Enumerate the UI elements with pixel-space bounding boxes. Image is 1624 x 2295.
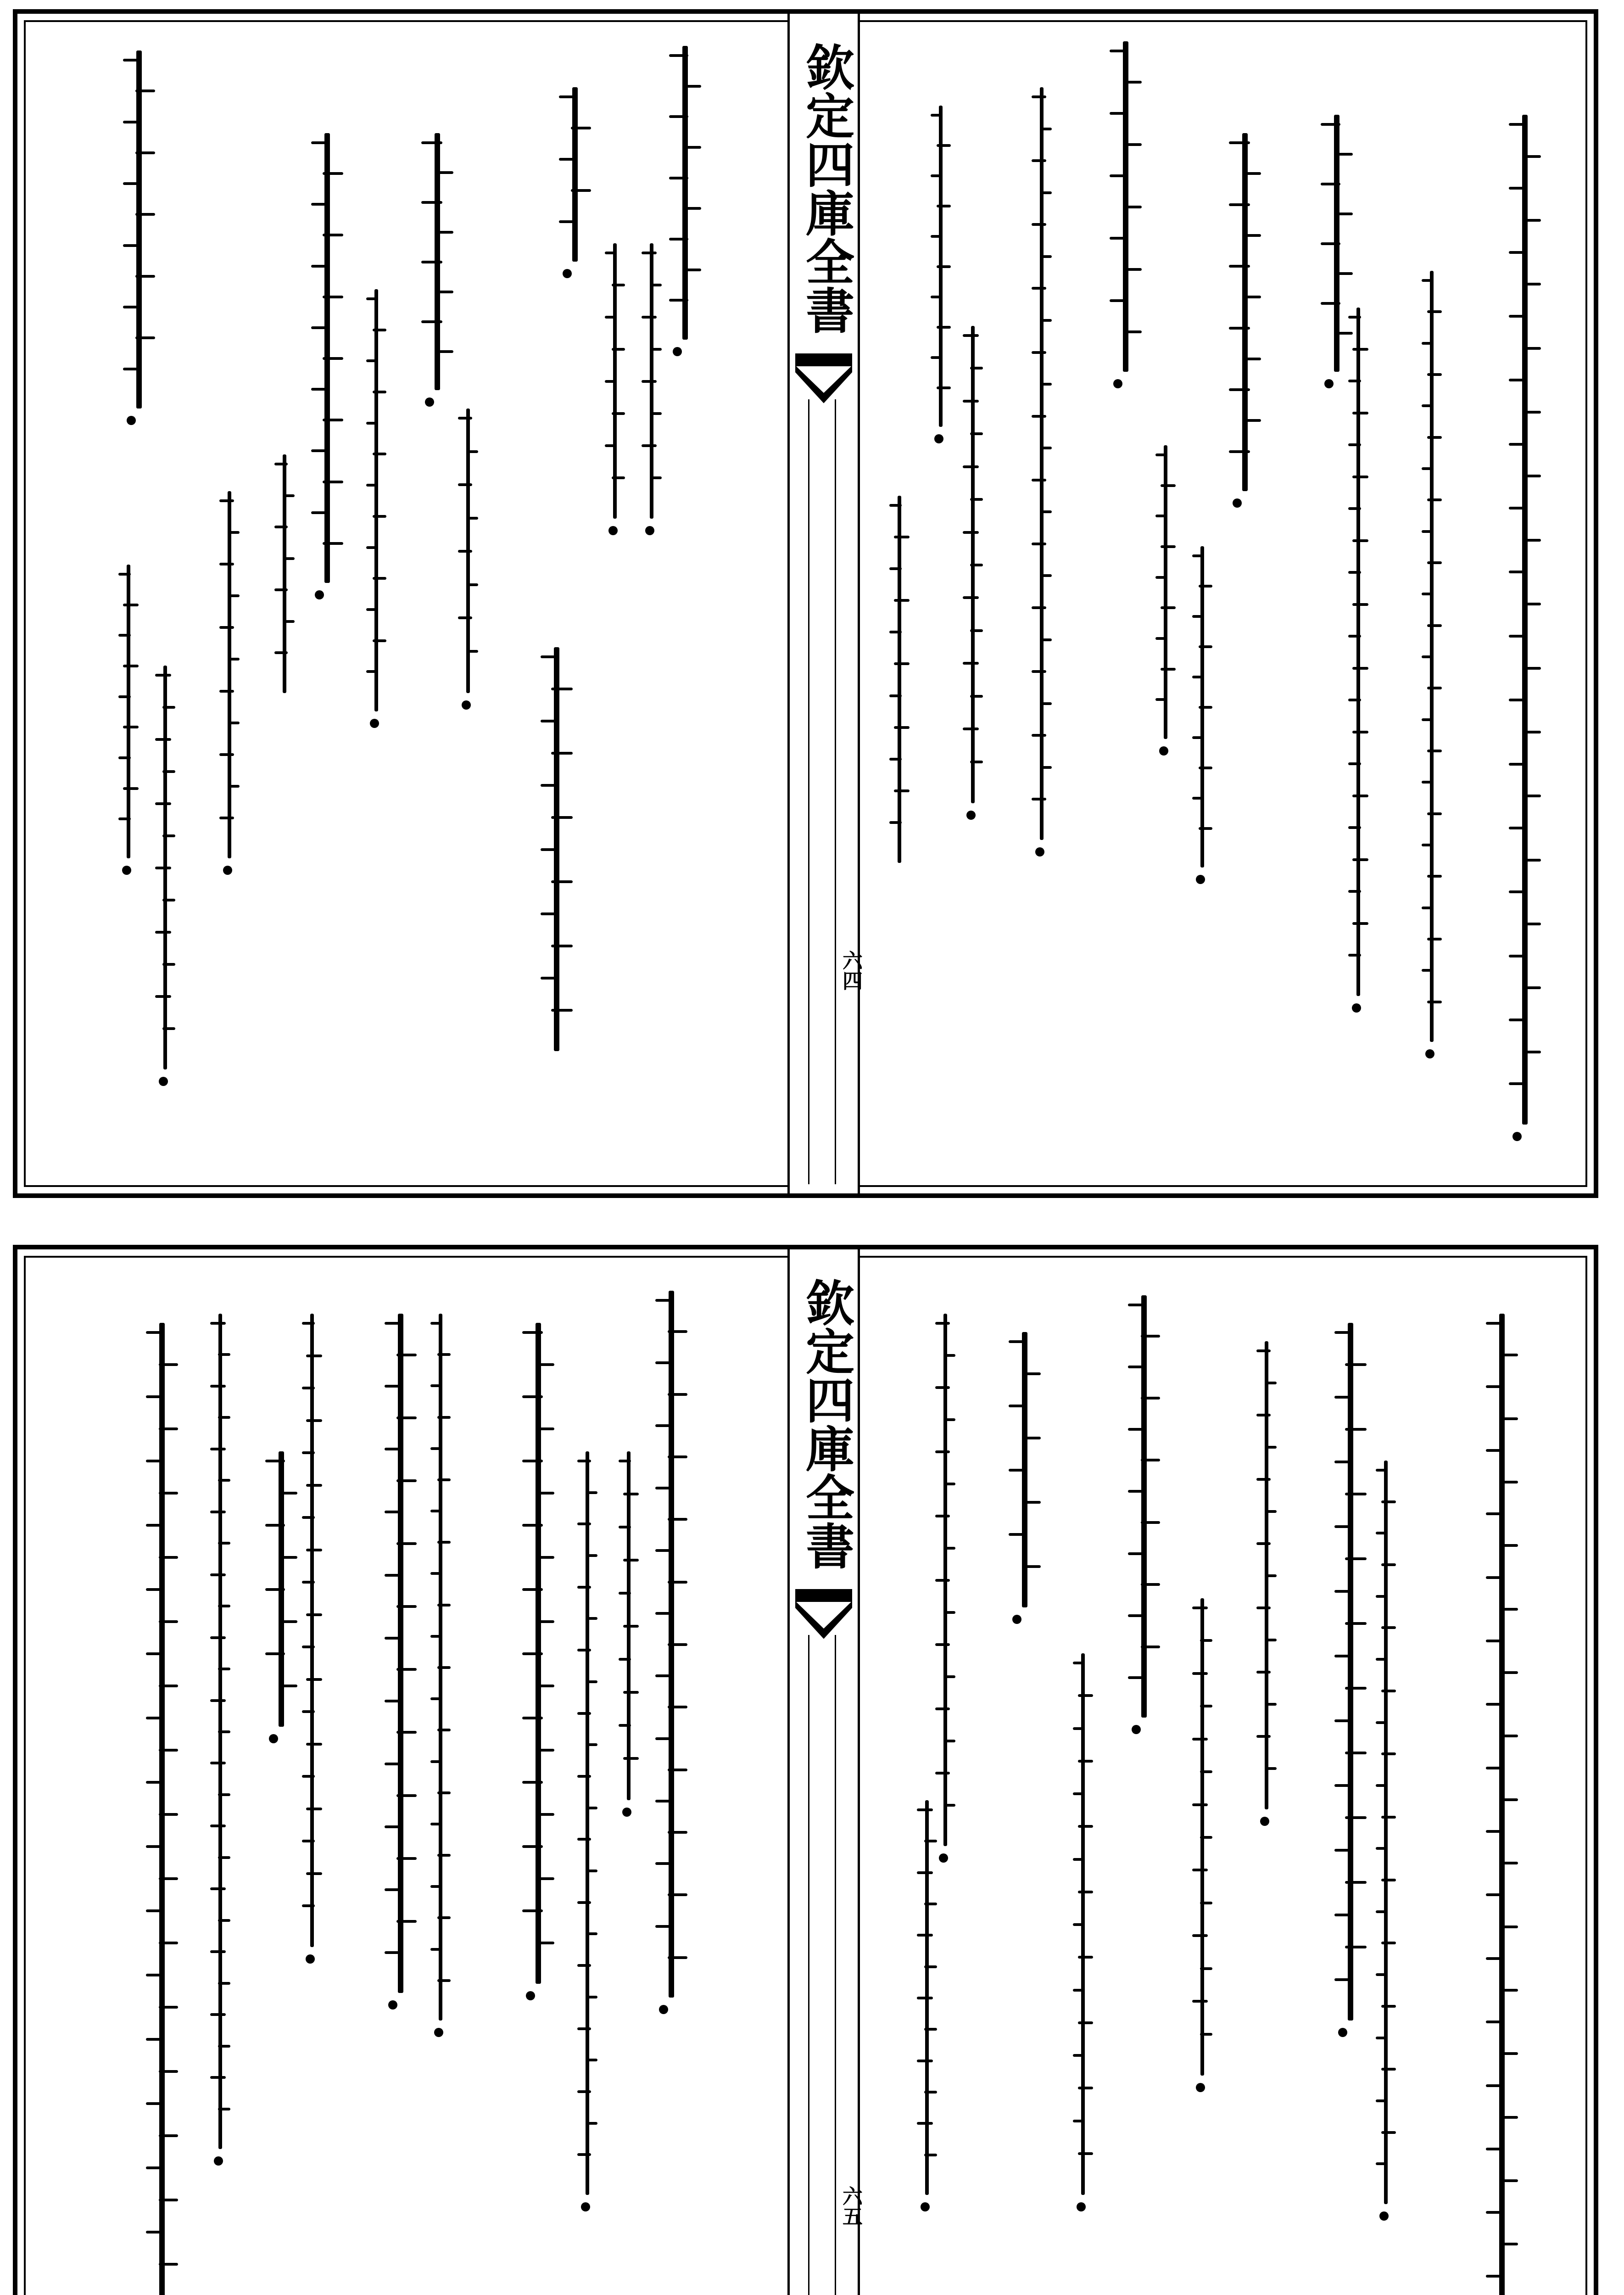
manchu-text-column [577,1451,597,2195]
manchu-text-column [1376,1461,1396,2204]
manchu-text-column [366,289,386,711]
manchu-text-column [1486,1314,1518,2295]
manchu-text-column [421,133,453,390]
manchu-text-column [1229,133,1261,491]
manchu-text-column [605,243,625,519]
manchu-text-column [931,106,951,427]
manchu-text-column [1422,271,1442,1042]
manchu-text-column [385,1314,417,1993]
manchu-text-column [302,1314,322,1947]
page-spread-top [13,9,1598,1198]
folio-number: 六五 [839,2186,862,2226]
center-gutter [787,14,860,1193]
manchu-text-column [963,326,983,803]
manchu-text-column [1110,41,1142,372]
manchu-text-column [1321,115,1353,372]
folio-number: 六四 [839,950,862,991]
manchu-text-column [917,1800,937,2195]
manchu-text-column [123,50,155,409]
manchu-text-column [655,1291,687,1998]
manchu-text-column [1155,445,1176,739]
manchu-text-column [458,409,478,693]
manchu-text-column [559,87,591,262]
gutter-title: 欽定四庫全書 [798,1278,855,1570]
manchu-text-column [210,1314,230,2149]
manchu-text-column [1256,1341,1277,1809]
manchu-text-column [118,565,139,858]
manchu-text-column [219,491,240,858]
manchu-text-column [1192,1598,1212,2076]
manchu-text-column [669,46,701,340]
manchu-text-column [541,647,573,1051]
manchu-text-column [1128,1295,1160,1718]
manchu-text-column [522,1323,554,1984]
manchu-text-column [619,1451,639,1800]
manchu-text-column [146,1323,178,2295]
gutter-rule [808,399,809,1184]
page-spread-bottom [13,1245,1598,2295]
manchu-text-column [1073,1653,1093,2195]
fishtail-ornament [795,1589,852,1644]
manchu-text-column [1509,115,1541,1125]
manchu-text-column [265,1451,297,1727]
center-gutter [787,1249,860,2295]
manchu-text-column [430,1314,451,2021]
manchu-text-column [889,496,910,863]
manchu-text-column [1009,1332,1041,1607]
manchu-text-column [1192,546,1212,868]
manchu-text-column [642,243,662,519]
gutter-rule [835,399,836,1184]
manchu-text-column [1334,1323,1367,2021]
manchu-text-column [1032,87,1052,840]
fishtail-ornament [795,353,852,409]
manchu-text-column [311,133,343,583]
manchu-text-column [274,454,295,693]
manchu-text-column [935,1314,955,1846]
gutter-rule [808,1635,809,2295]
gutter-title: 欽定四庫全書 [798,42,855,334]
manchu-text-column [155,666,175,1069]
manchu-text-column [1348,308,1368,996]
